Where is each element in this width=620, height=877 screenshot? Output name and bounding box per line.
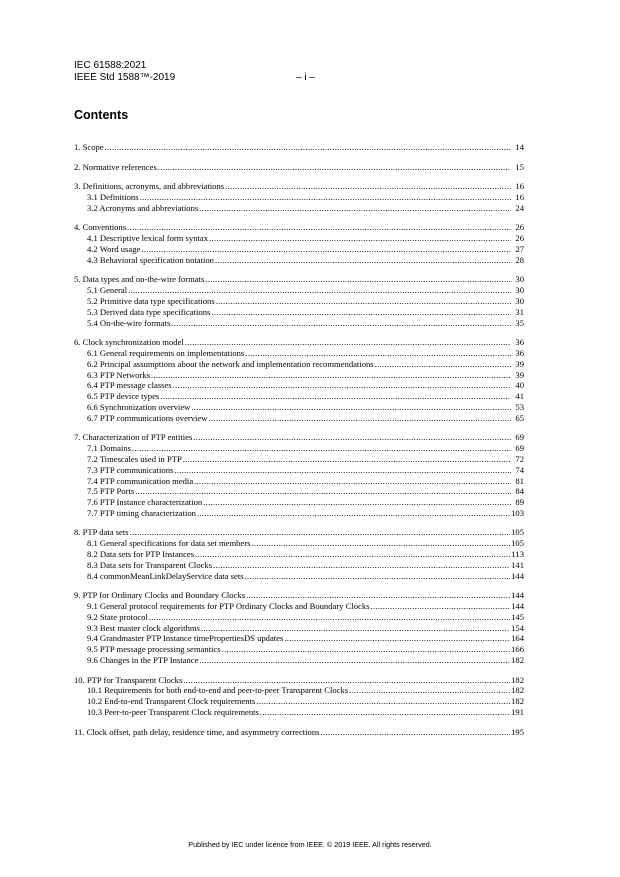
toc-subsection-entry[interactable] xyxy=(74,571,524,582)
toc-group-spacer xyxy=(74,153,524,162)
toc-dot-leader xyxy=(141,244,511,255)
toc-entry-title: 7.6 PTP Instance characterization xyxy=(87,497,203,508)
toc-entry-page: 164 xyxy=(511,633,524,644)
toc-entry-page: 81 xyxy=(515,475,524,486)
toc-entry-title: 6.6 Synchronization overview xyxy=(87,401,191,412)
toc-section-entry[interactable] xyxy=(74,222,524,233)
toc-subsection-entry[interactable] xyxy=(74,380,524,391)
toc-entry-page: 182 xyxy=(511,696,524,707)
toc-dot-leader xyxy=(195,549,510,560)
toc-dot-leader xyxy=(246,590,510,601)
toc-entry-page: 65 xyxy=(515,412,524,423)
toc-subsection-entry[interactable] xyxy=(74,244,524,255)
toc-entry-page: 69 xyxy=(515,432,524,443)
toc-dot-leader xyxy=(216,296,511,307)
toc-subsection-entry[interactable] xyxy=(74,203,524,214)
toc-dot-leader xyxy=(194,476,511,487)
toc-dot-leader xyxy=(127,222,511,233)
toc-entry-title: 4.3 Behavioral specification notation xyxy=(87,254,214,265)
toc-dot-leader xyxy=(215,255,511,266)
toc-dot-leader xyxy=(211,307,511,318)
toc-section-entry[interactable] xyxy=(74,142,524,153)
toc-dot-leader xyxy=(174,465,511,476)
toc-entry-title: 7.2 Timescales used in PTP xyxy=(87,453,182,464)
toc-entry-title: 7. Characterization of PTP entities xyxy=(74,432,193,443)
toc-entry-title: 8.2 Data sets for PTP Instances xyxy=(87,549,195,560)
toc-dot-leader xyxy=(251,538,510,549)
toc-subsection-entry[interactable] xyxy=(74,633,524,644)
toc-dot-leader xyxy=(132,443,511,454)
toc-entry-title: 9.1 General protocol requirements for PTP Ordinary Clocks and Boundary Clocks xyxy=(87,601,370,612)
toc-dot-leader xyxy=(185,337,511,348)
toc-subsection-entry[interactable] xyxy=(74,255,524,266)
toc-subsection-entry[interactable] xyxy=(74,307,524,318)
toc-subsection-entry[interactable] xyxy=(74,707,524,718)
toc-subsection-entry[interactable] xyxy=(74,443,524,454)
toc-entry-page: 72 xyxy=(515,453,524,464)
toc-dot-leader xyxy=(193,432,511,443)
toc-entry-page: 144 xyxy=(511,590,524,601)
toc-entry-title: 6.5 PTP device types xyxy=(87,391,160,402)
toc-subsection-entry[interactable] xyxy=(74,685,524,696)
toc-entry-title: 4.2 Word usage xyxy=(87,243,141,254)
toc-entry-title: 7.1 Domains xyxy=(87,443,131,454)
toc-entry-page: 15 xyxy=(515,161,524,172)
toc-entry-title: 6.1 General requirements on implementations xyxy=(87,347,245,358)
toc-entry-title: 7.5 PTP Ports xyxy=(87,486,135,497)
toc-group-spacer xyxy=(74,266,524,275)
toc-entry-page: 36 xyxy=(515,337,524,348)
toc-entry-page: 53 xyxy=(515,401,524,412)
toc-dot-leader xyxy=(213,560,510,571)
toc-entry-title: 7.7 PTP timing characterization xyxy=(87,507,196,518)
toc-section-entry[interactable] xyxy=(74,181,524,192)
toc-entry-page: 145 xyxy=(511,611,524,622)
toc-entry-page: 182 xyxy=(511,685,524,696)
toc-dot-leader xyxy=(173,380,511,391)
toc-entry-title: 4.1 Descriptive lexical form syntax xyxy=(87,233,208,244)
toc-section-entry[interactable] xyxy=(74,337,524,348)
toc-entry-page: 84 xyxy=(515,486,524,497)
toc-group-spacer xyxy=(74,519,524,528)
toc-group-spacer xyxy=(74,172,524,181)
toc-dot-leader xyxy=(130,527,511,538)
toc-entry-page: 144 xyxy=(511,570,524,581)
toc-subsection-entry[interactable] xyxy=(74,233,524,244)
toc-entry-page: 105 xyxy=(511,527,524,538)
toc-dot-leader xyxy=(149,612,510,623)
toc-dot-leader xyxy=(203,497,511,508)
toc-entry-title: 10. PTP for Transparent Clocks xyxy=(74,674,183,685)
toc-subsection-entry[interactable] xyxy=(74,486,524,497)
toc-entry-title: 7.4 PTP communication media xyxy=(87,475,194,486)
toc-entry-page: 144 xyxy=(511,601,524,612)
toc-group-spacer xyxy=(74,214,524,223)
toc-entry-page: 39 xyxy=(515,369,524,380)
toc-entry-page: 27 xyxy=(515,243,524,254)
toc-dot-leader xyxy=(199,655,510,666)
toc-entry-title: 3.2 Acronyms and abbreviations xyxy=(87,202,199,213)
toc-dot-leader xyxy=(158,162,511,173)
toc-section-entry[interactable] xyxy=(74,727,524,738)
toc-dot-leader xyxy=(284,633,510,644)
toc-entry-title: 1. Scope xyxy=(74,142,104,152)
header-standard-iec: IEC 61588:2021 xyxy=(74,60,147,71)
toc-entry-title: 5. Data types and on-the-wire formats xyxy=(74,274,205,285)
toc-entry-page: 24 xyxy=(515,202,524,213)
toc-subsection-entry[interactable] xyxy=(74,601,524,612)
toc-subsection-entry[interactable] xyxy=(74,612,524,623)
toc-dot-leader xyxy=(260,707,510,718)
toc-group-spacer xyxy=(74,424,524,433)
toc-entry-page: 166 xyxy=(511,644,524,655)
toc-subsection-entry[interactable] xyxy=(74,296,524,307)
toc-section-entry[interactable] xyxy=(74,590,524,601)
toc-subsection-entry[interactable] xyxy=(74,348,524,359)
toc-entry-title: 5.3 Derived data type specifications xyxy=(87,306,211,317)
toc-entry-title: 2. Normative references xyxy=(74,161,157,172)
toc-group-spacer xyxy=(74,328,524,337)
toc-entry-title: 6.2 Principal assumptions about the network and implementation recommendations xyxy=(87,358,374,369)
table-of-contents xyxy=(74,142,524,737)
toc-entry-title: 6.3 PTP Networks xyxy=(87,369,150,380)
toc-dot-leader xyxy=(256,696,510,707)
toc-subsection-entry[interactable] xyxy=(74,538,524,549)
toc-section-entry[interactable] xyxy=(74,527,524,538)
toc-entry-page: 31 xyxy=(515,306,524,317)
toc-entry-title: 5.1 General xyxy=(87,285,128,296)
toc-entry-title: 4. Conventions xyxy=(74,222,127,233)
contents-heading: Contents xyxy=(74,108,129,122)
toc-entry-page: 74 xyxy=(515,464,524,475)
toc-subsection-entry[interactable] xyxy=(74,696,524,707)
toc-dot-leader xyxy=(349,685,510,696)
toc-subsection-entry[interactable] xyxy=(74,549,524,560)
toc-entry-page: 182 xyxy=(511,674,524,685)
toc-entry-page: 30 xyxy=(515,274,524,285)
toc-entry-page: 26 xyxy=(515,233,524,244)
toc-entry-page: 103 xyxy=(511,507,524,518)
toc-entry-page: 89 xyxy=(515,497,524,508)
toc-dot-leader xyxy=(183,454,511,465)
toc-dot-leader xyxy=(197,508,510,519)
toc-dot-leader xyxy=(140,192,511,203)
toc-dot-leader xyxy=(191,402,511,413)
toc-entry-page: 154 xyxy=(511,622,524,633)
toc-entry-page: 141 xyxy=(511,559,524,570)
toc-dot-leader xyxy=(209,233,511,244)
toc-entry-page: 30 xyxy=(515,285,524,296)
toc-section-entry[interactable] xyxy=(74,432,524,443)
toc-dot-leader xyxy=(375,359,511,370)
toc-dot-leader xyxy=(245,348,511,359)
toc-entry-page: 191 xyxy=(511,707,524,718)
toc-entry-title: 6. Clock synchronization model xyxy=(74,337,184,348)
toc-entry-page: 69 xyxy=(515,443,524,454)
document-header xyxy=(74,60,175,84)
toc-entry-page: 14 xyxy=(515,142,524,152)
toc-subsection-entry[interactable] xyxy=(74,454,524,465)
toc-dot-leader xyxy=(199,203,511,214)
toc-entry-page: 36 xyxy=(515,347,524,358)
toc-entry-title: 11. Clock offset, path delay, residence time, and asymmetry corrections xyxy=(74,726,320,737)
toc-dot-leader xyxy=(320,727,510,738)
toc-section-entry[interactable] xyxy=(74,162,524,173)
toc-entry-title: 5.4 On-the-wire formats xyxy=(87,317,171,328)
toc-entry-title: 9.6 Changes in the PTP Instance xyxy=(87,655,199,666)
toc-dot-leader xyxy=(245,571,511,582)
toc-entry-title: 8. PTP data sets xyxy=(74,527,129,538)
toc-entry-page: 16 xyxy=(515,191,524,202)
toc-entry-page: 16 xyxy=(515,181,524,192)
toc-subsection-entry[interactable] xyxy=(74,465,524,476)
toc-subsection-entry[interactable] xyxy=(74,370,524,381)
toc-dot-leader xyxy=(171,318,511,329)
toc-entry-page: 39 xyxy=(515,358,524,369)
toc-entry-page: 28 xyxy=(515,254,524,265)
toc-entry-title: 3.1 Definitions xyxy=(87,191,139,202)
toc-subsection-entry[interactable] xyxy=(74,359,524,370)
toc-subsection-entry[interactable] xyxy=(74,560,524,571)
toc-entry-title: 5.2 Primitive data type specifications xyxy=(87,295,215,306)
toc-entry-title: 8.3 Data sets for Transparent Clocks xyxy=(87,559,213,570)
toc-entry-title: 8.4 commonMeanLinkDelayService data sets xyxy=(87,570,244,581)
toc-entry-page: 41 xyxy=(515,391,524,402)
toc-entry-page: 195 xyxy=(511,726,524,737)
toc-entry-page: 105 xyxy=(511,538,524,549)
toc-entry-page: 182 xyxy=(511,655,524,666)
header-standard-ieee: IEEE Std 1588™-2019 xyxy=(74,72,176,83)
toc-dot-leader xyxy=(205,274,511,285)
toc-group-spacer xyxy=(74,581,524,590)
toc-subsection-entry[interactable] xyxy=(74,476,524,487)
toc-entry-title: 6.7 PTP communications overview xyxy=(87,412,208,423)
toc-entry-page: 30 xyxy=(515,295,524,306)
toc-dot-leader xyxy=(128,285,511,296)
toc-subsection-entry[interactable] xyxy=(74,497,524,508)
toc-dot-leader xyxy=(151,370,511,381)
header-page-number: – i – xyxy=(296,72,315,83)
toc-dot-leader xyxy=(105,142,511,153)
toc-group-spacer xyxy=(74,718,524,727)
toc-entry-title: 6.4 PTP message classes xyxy=(87,380,172,391)
toc-section-entry[interactable] xyxy=(74,274,524,285)
page-footer: Published by IEC under licence from IEEE. © 2019 IEEE. All rights reserved. xyxy=(188,840,432,849)
toc-subsection-entry[interactable] xyxy=(74,402,524,413)
toc-subsection-entry[interactable] xyxy=(74,623,524,634)
toc-entry-title: 10.2 End-to-end Transparent Clock requirements xyxy=(87,696,256,707)
toc-dot-leader xyxy=(222,644,511,655)
toc-entry-title: 7.3 PTP communications xyxy=(87,464,174,475)
toc-entry-title: 9.5 PTP message processing semantics xyxy=(87,644,221,655)
toc-entry-title: 9.3 Best master clock algorithms xyxy=(87,622,200,633)
toc-entry-title: 8.1 General specifications for data set members xyxy=(87,538,251,549)
toc-group-spacer xyxy=(74,666,524,675)
toc-subsection-entry[interactable] xyxy=(74,644,524,655)
toc-dot-leader xyxy=(160,391,511,402)
toc-dot-leader xyxy=(201,623,510,634)
toc-entry-title: 9. PTP for Ordinary Clocks and Boundary Clocks xyxy=(74,590,246,601)
toc-dot-leader xyxy=(225,181,511,192)
toc-subsection-entry[interactable] xyxy=(74,192,524,203)
toc-dot-leader xyxy=(371,601,511,612)
toc-dot-leader xyxy=(183,675,510,686)
toc-entry-title: 9.2 State protocol xyxy=(87,611,148,622)
toc-entry-page: 113 xyxy=(511,549,524,560)
toc-dot-leader xyxy=(135,486,511,497)
toc-entry-title: 9.4 Grandmaster PTP Instance timePropertiesDS updates xyxy=(87,633,284,644)
toc-subsection-entry[interactable] xyxy=(74,391,524,402)
toc-subsection-entry[interactable] xyxy=(74,508,524,519)
toc-entry-title: 3. Definitions, acronyms, and abbreviations xyxy=(74,181,225,192)
toc-dot-leader xyxy=(208,413,511,424)
toc-entry-title: 10.3 Peer-to-peer Transparent Clock requirements xyxy=(87,707,259,718)
toc-entry-title: 10.1 Requirements for both end-to-end and peer-to-peer Transparent Clocks xyxy=(87,685,349,696)
toc-entry-page: 35 xyxy=(515,317,524,328)
toc-entry-page: 26 xyxy=(515,222,524,233)
toc-subsection-entry[interactable] xyxy=(74,285,524,296)
toc-section-entry[interactable] xyxy=(74,675,524,686)
toc-entry-page: 40 xyxy=(515,380,524,391)
toc-subsection-entry[interactable] xyxy=(74,655,524,666)
toc-subsection-entry[interactable] xyxy=(74,318,524,329)
toc-subsection-entry[interactable] xyxy=(74,413,524,424)
